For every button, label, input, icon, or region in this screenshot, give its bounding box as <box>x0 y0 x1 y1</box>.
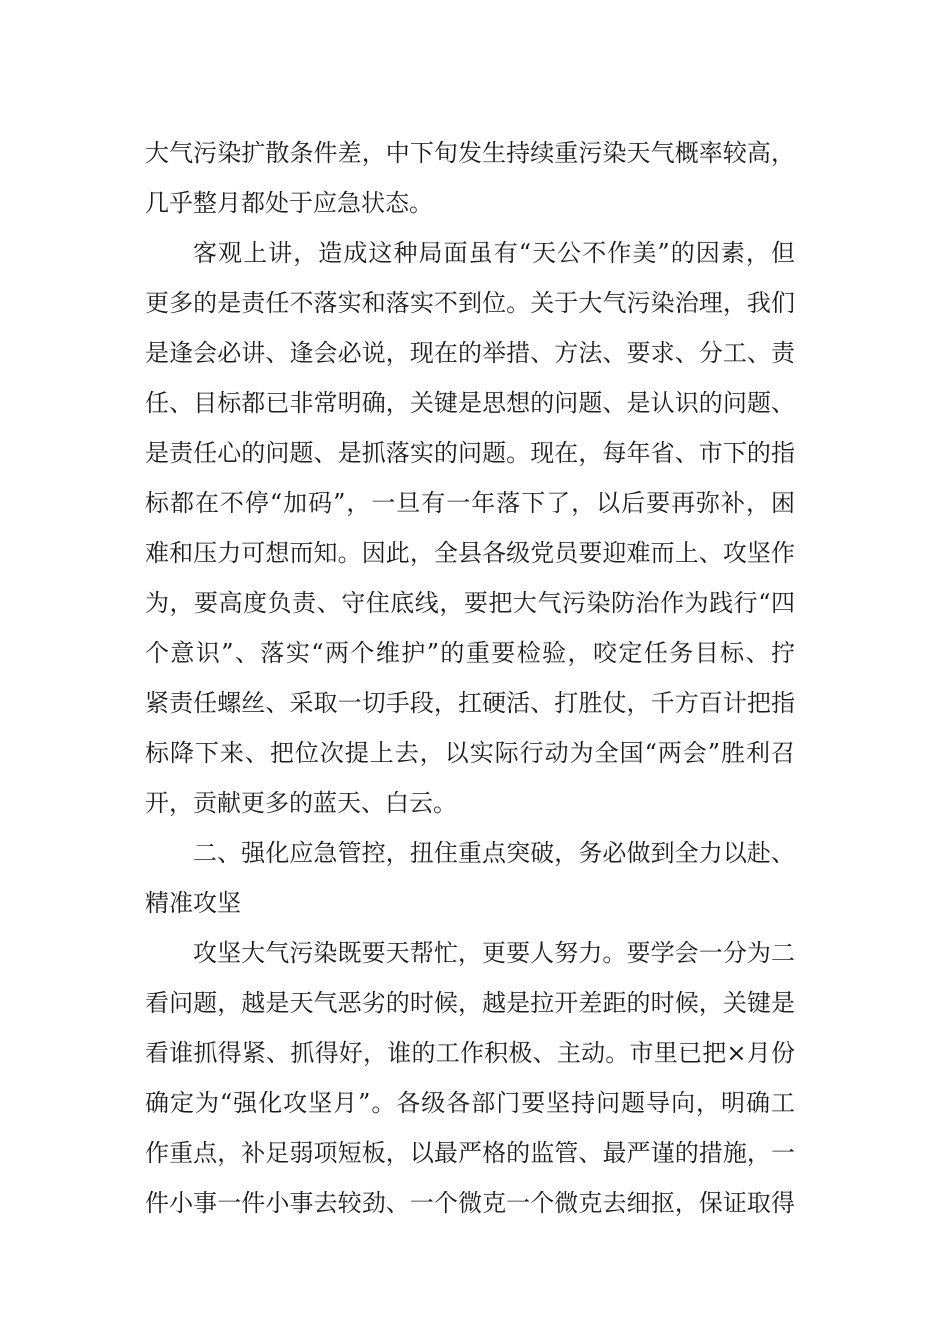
text-line-20: 确定为“强化攻坚月”。各级各部门要坚持问题导向，明确工 <box>145 1089 795 1117</box>
text-line-7: 是责任心的问题、是抓落实的问题。现在，每年省、市下的指 <box>145 439 795 467</box>
text-line-10: 为，要高度负责、守住底线，要把大气污染防治作为践行“四 <box>145 589 795 617</box>
text-line-6: 任、目标都已非常明确，关键是思想的问题、是认识的问题、 <box>145 389 795 417</box>
text-line-21: 作重点，补足弱项短板，以最严格的监管、最严谨的措施，一 <box>145 1139 795 1167</box>
text-line-19: 看谁抓得紧、抓得好，谁的工作积极、主动。市里已把×月份 <box>145 1039 795 1067</box>
text-line-1: 大气污染扩散条件差，中下旬发生持续重污染天气概率较高， <box>145 139 795 167</box>
text-line-9: 难和压力可想而知。因此，全县各级党员要迎难而上、攻坚作 <box>145 539 795 567</box>
text-line-4: 更多的是责任不落实和落实不到位。关于大气污染治理，我们 <box>145 289 795 317</box>
section-heading-line-2: 精准攻坚 <box>145 889 241 917</box>
text-line-18: 看问题，越是天气恶劣的时候，越是拉开差距的时候，关键是 <box>145 989 795 1017</box>
section-heading-line-1: 二、强化应急管控，扭住重点突破，务必做到全力以赴、 <box>193 839 795 867</box>
text-line-13: 标降下来、把位次提上去，以实际行动为全国“两会”胜利召 <box>145 739 795 767</box>
text-line-12: 紧责任螺丝、采取一切手段，扛硬活、打胜仗，千方百计把指 <box>145 689 795 717</box>
text-line-5: 是逢会必讲、逢会必说，现在的举措、方法、要求、分工、责 <box>145 339 795 367</box>
text-line-2: 几乎整月都处于应急状态。 <box>145 189 433 217</box>
text-line-22: 件小事一件小事去较劲、一个微克一个微克去细抠，保证取得 <box>145 1189 795 1217</box>
text-line-8: 标都在不停“加码”，一旦有一年落下了，以后要再弥补，困 <box>145 489 795 517</box>
paragraph-start-line: 攻坚大气污染既要天帮忙，更要人努力。要学会一分为二 <box>193 939 795 967</box>
text-line-14: 开，贡献更多的蓝天、白云。 <box>145 789 457 817</box>
paragraph-start-line: 客观上讲，造成这种局面虽有“天公不作美”的因素，但 <box>193 239 795 267</box>
text-line-11: 个意识”、落实“两个维护”的重要检验，咬定任务目标、拧 <box>145 639 795 667</box>
